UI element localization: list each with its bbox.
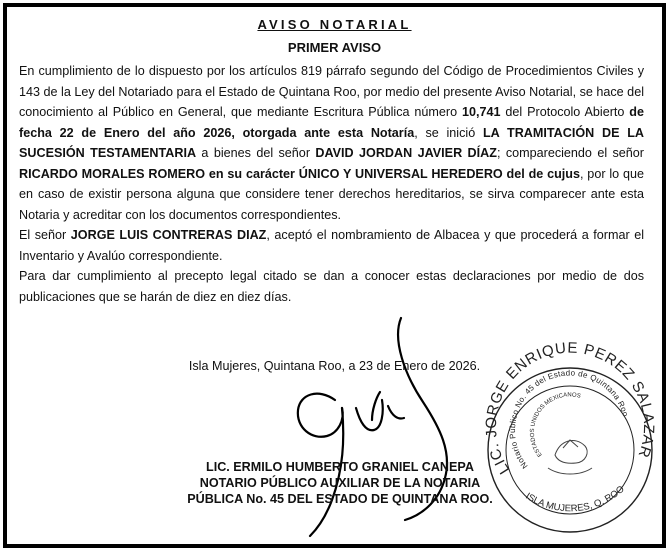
executor-name: JORGE LUIS CONTRERAS DIAZ	[70, 228, 267, 242]
p2-text-1: El señor	[19, 228, 71, 242]
p2-text-2: , aceptó el nombramiento de Albacea y que procederá a formar el Inventario y Avalúo correspondiente.	[19, 228, 644, 263]
notice-title: AVISO NOTARIAL	[257, 17, 412, 32]
p1-text-4: a bienes del señor	[196, 146, 316, 160]
seal-bottom-text: ISLA MUJERES, Q. ROO	[523, 483, 627, 515]
paragraph-3: Para dar cumplimiento al precepto legal citado se dan a conocer estas declaraciones por medio de dos publicaciones que se harán de diez en diez días.	[19, 269, 644, 304]
procedure-name: LA TRAMITACIÓN DE LA SUCESIÓN TESTAMENTARIA	[19, 125, 644, 160]
heir-name: RICARDO MORALES ROMERO en su carácter ÚNICO Y UNIVERSAL HEREDERO del de cujus	[19, 166, 580, 181]
seal-inner-text: Notario Público No. 45 del Estado de Quintana Roo	[507, 368, 631, 471]
paragraph-2	[19, 225, 644, 266]
signature-line-2: NOTARIO PÚBLICO AUXILIAR DE LA NOTARIA	[199, 476, 481, 490]
p1-text-6: , por lo que en caso de existir persona alguna que considere tener derechos hereditarios, se sirva comparecer ante esta Notaria y acreditar con los documentos correspondientes.	[19, 166, 644, 222]
notice-body	[19, 61, 644, 307]
p1-text-1: En cumplimiento de lo dispuesto por los artículos 819 párrafo segundo del Código de Procedimientos Civiles y 143 de la Ley del Notariado para el Estado de Quintana Roo, por medio del presente Aviso Notarial, se hace del conocimiento al Público en General, que mediante Escritura Pública número	[19, 64, 644, 119]
signature-line-1: LIC. ERMILO HUMBERTO GRANIEL CANEPA	[206, 460, 474, 474]
notice-subtitle: PRIMER AVISO	[287, 40, 382, 55]
p1-text-5: ; compareciendo el señor	[496, 146, 645, 160]
seal-outer-text: LIC. JORGE ENRIQUE PEREZ SALAZAR	[482, 339, 658, 478]
deceased-name: DAVID JORDAN JAVIER DÍAZ	[315, 146, 497, 160]
deed-date: de fecha 22 de Enero del año 2026, otorgada ante esta Notaría	[19, 105, 644, 140]
paragraph-1	[19, 61, 644, 225]
signature-line-3: PÚBLICA No. 45 DEL ESTADO DE QUINTANA ROO.	[187, 492, 493, 506]
p1-text-3: , se inició	[414, 125, 483, 140]
signature-block	[180, 459, 500, 507]
place-date: Isla Mujeres, Quintana Roo, a 23 de Enero de 2026.	[188, 359, 481, 373]
p1-text-2: del Protocolo Abierto	[500, 105, 630, 119]
deed-number: 10,741	[462, 105, 501, 119]
seal-center-text: ESTADOS UNIDOS MEXICANOS	[529, 392, 582, 458]
